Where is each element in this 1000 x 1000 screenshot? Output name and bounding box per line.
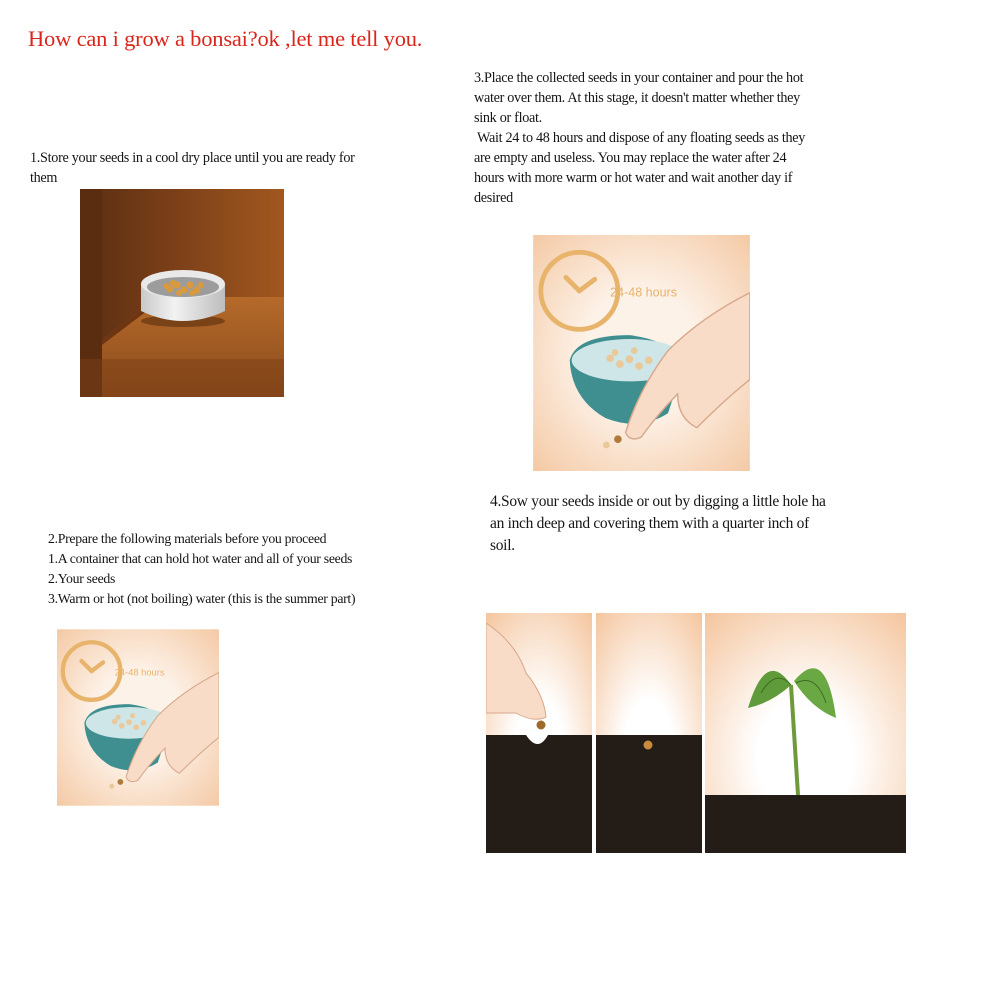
step-sow-text [490,491,826,557]
text-line: 2.Prepare the following materials before you proceed [48,531,327,546]
text-line: them [30,170,58,186]
soak-seeds-image [533,235,750,471]
svg-text:24-48 hours: 24-48 hours [114,667,165,678]
step-store-text [30,148,355,188]
seeds-bowl-shelf-image [80,189,284,397]
text-line: are empty and useless. You may replace the water after 24 [474,150,787,166]
text-line: desired [474,190,513,206]
step-soak-text [474,68,805,208]
text-line: 2.Your seeds [48,571,116,586]
text-line: 4.Sow your seeds inside or out by digging a little hole ha [490,493,826,510]
soak-seeds-small-image [57,629,219,806]
text-line: an inch deep and covering them with a quarter inch of [490,515,809,532]
text-line: soil. [490,537,515,554]
page-title: How can i grow a bonsai?ok ,let me tell you. [28,26,423,51]
text-line: Wait 24 to 48 hours and dispose of any floating seeds as they [474,130,806,146]
text-line: 3.Place the collected seeds in your container and pour the hot [474,70,804,86]
text-line: 3.Warm or hot (not boiling) water (this is the summer part) [48,591,356,606]
text-line: hours with more warm or hot water and wait another day if [474,170,793,186]
step-prepare-text [48,529,355,609]
text-line: water over them. At this stage, it doesn't matter whether they [474,90,800,106]
text-line: 1.Store your seeds in a cool dry place until you are ready for [30,150,355,166]
text-line: 1.A container that can hold hot water and all of your seeds [48,551,353,566]
sowing-sequence-image [486,613,906,853]
svg-text:24-48 hours: 24-48 hours [610,285,677,300]
text-line: sink or float. [474,110,542,126]
